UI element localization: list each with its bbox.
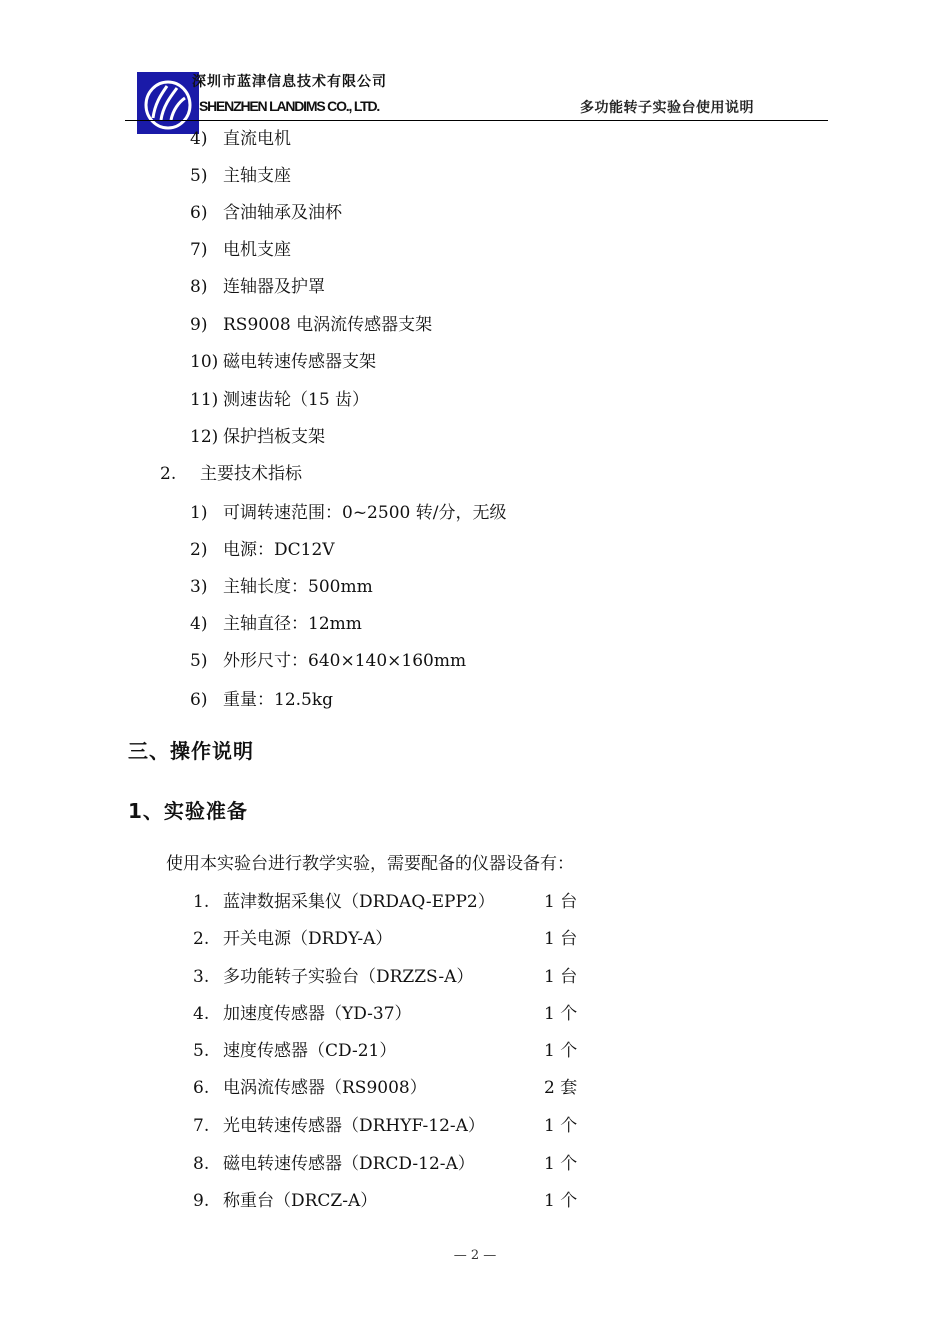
list-item-text: 保护挡板支架 [223,427,325,447]
list-item-number: 10) [190,352,219,372]
list-item-number: 2) [190,540,208,560]
list-item-text: 电机支座 [223,240,291,260]
list-item-text: 重量：12.5kg [223,690,334,710]
equipment-number: 4. [193,1004,210,1024]
equipment-quantity: 1 台 [544,929,578,949]
equipment-number: 1. [193,892,210,912]
list-item [190,577,373,597]
specs-heading [160,464,302,484]
equipment-number: 9. [193,1191,210,1211]
list-item [190,315,432,335]
list-item-number: 11) [190,390,219,410]
document-title: 多功能转子实验台使用说明 [580,100,754,116]
list-item-text: 主轴长度：500mm [223,577,373,597]
list-item [190,503,506,523]
list-item-text: 可调转速范围：0~2500 转/分，无级 [223,503,507,523]
equipment-item [193,1116,485,1136]
equipment-number: 3. [193,967,210,987]
list-item [190,540,335,560]
equipment-number: 2. [193,929,210,949]
list-item-text: 连轴器及护罩 [223,277,325,297]
list-item-text: 电源：DC12V [223,540,335,560]
list-item-number: 5) [190,651,208,671]
list-item [190,203,342,223]
list-item-number: 7) [190,240,208,260]
list-item-text: 主轴直径：12mm [223,614,362,634]
company-name-cn: 深圳市蓝津信息技术有限公司 [192,74,387,90]
list-item [190,240,291,260]
equipment-quantity: 1 个 [544,1154,578,1174]
equipment-item [193,892,495,912]
header-divider [125,120,828,121]
list-item-number: 4) [190,129,208,149]
list-item-number: 3) [190,577,208,597]
equipment-number: 6. [193,1078,210,1098]
equipment-name: 开关电源（DRDY-A） [223,929,393,949]
list-item [190,651,466,671]
equipment-item [193,1078,427,1098]
equipment-quantity: 1 个 [544,1004,578,1024]
equipment-name: 称重台（DRCZ-A） [223,1191,378,1211]
list-item-text: 主轴支座 [223,166,291,186]
equipment-quantity: 1 个 [544,1191,578,1211]
list-item-text: 含油轴承及油杯 [223,203,342,223]
list-item-text: RS9008 电涡流传感器支架 [223,315,433,335]
equipment-item [193,1154,475,1174]
section-heading: 三、操作说明 [128,739,254,763]
list-item-text: 测速齿轮（15 齿） [223,390,370,410]
equipment-item [193,1004,412,1024]
list-item-number: 12) [190,427,219,447]
equipment-name: 速度传感器（CD-21） [223,1041,397,1061]
equipment-quantity: 1 个 [544,1041,578,1061]
equipment-quantity: 1 台 [544,892,578,912]
equipment-quantity: 2 套 [544,1078,578,1098]
equipment-item [193,1191,377,1211]
list-item-number: 9) [190,315,208,335]
intro-paragraph: 使用本实验台进行教学实验，需要配备的仪器设备有： [166,854,574,874]
list-item [190,352,376,372]
list-item [190,690,333,710]
list-item-number: 6) [190,203,208,223]
list-item [190,614,362,634]
equipment-name: 加速度传感器（YD-37） [223,1004,412,1024]
list-item-text: 直流电机 [223,129,291,149]
list-item-text: 外形尺寸：640×140×160mm [223,651,467,671]
list-item-number: 1) [190,503,208,523]
equipment-item [193,967,473,987]
equipment-name: 电涡流传感器（RS9008） [223,1078,427,1098]
equipment-name: 多功能转子实验台（DRZZS-A） [223,967,474,987]
specs-heading-number: 2. [160,464,177,484]
list-item [190,166,291,186]
list-item-number: 5) [190,166,208,186]
equipment-name: 磁电转速传感器（DRCD-12-A） [223,1154,475,1174]
logo-mark-icon [137,72,199,134]
company-name-en: SHENZHEN LANDIMS CO., LTD. [199,98,380,114]
list-item [190,277,325,297]
list-item-text: 磁电转速传感器支架 [223,352,376,372]
list-item-number: 8) [190,277,208,297]
equipment-quantity: 1 个 [544,1116,578,1136]
list-item [190,390,369,410]
equipment-item [193,1041,396,1061]
list-item [190,427,325,447]
equipment-name: 蓝津数据采集仪（DRDAQ-EPP2） [223,892,495,912]
list-item-number: 6) [190,690,208,710]
equipment-name: 光电转速传感器（DRHYF-12-A） [223,1116,485,1136]
list-item [190,129,291,149]
company-logo [137,72,199,134]
equipment-number: 5. [193,1041,210,1061]
page-number: — 2 — [453,1248,497,1263]
equipment-number: 7. [193,1116,210,1136]
subsection-heading: 1、实验准备 [128,799,248,823]
equipment-quantity: 1 台 [544,967,578,987]
specs-heading-text: 主要技术指标 [200,464,302,484]
list-item-number: 4) [190,614,208,634]
equipment-item [193,929,392,949]
equipment-number: 8. [193,1154,210,1174]
